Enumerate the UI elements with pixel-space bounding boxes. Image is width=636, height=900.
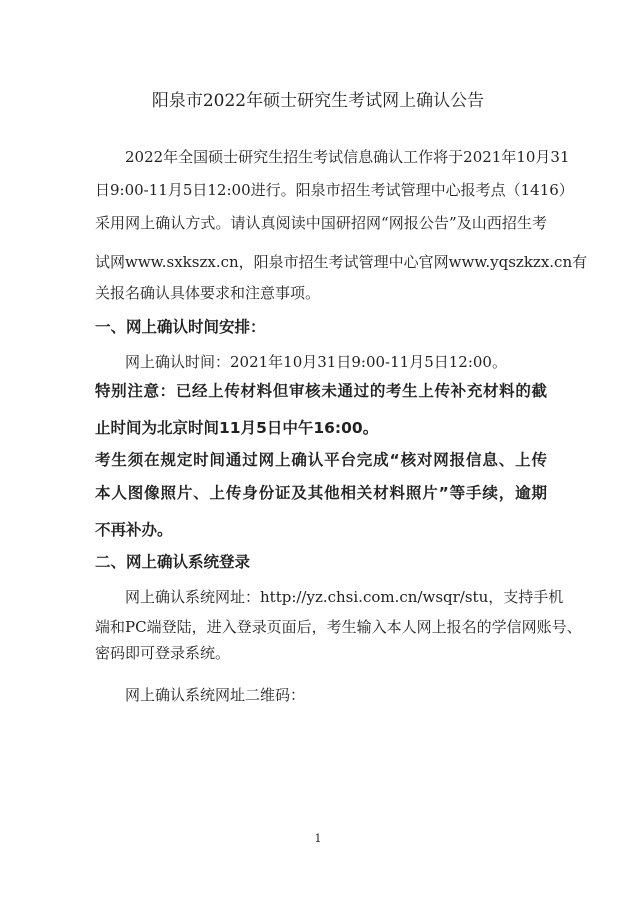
- requirement-line: 考生须在规定时间通过网上确认平台完成“核对网报信息、上传: [95, 451, 547, 469]
- notice-line: 特别注意：已经上传材料但审核未通过的考生上传补充材料的截: [95, 382, 547, 400]
- confirm-time: 网上确认时间：2021年10月31日9:00-11月5日12:00。: [125, 353, 507, 371]
- notice-line: 止时间为北京时间11月5日中午16:00。: [95, 419, 379, 437]
- intro-line: 采用网上确认方式。请认真阅读中国研招网“网报公告”及山西招生考: [95, 214, 547, 232]
- intro-line: 关报名确认具体要求和注意事项。: [95, 284, 321, 302]
- page-title: 阳泉市2022年硕士研究生考试网上确认公告: [151, 91, 485, 111]
- intro-line: 日9:00-11月5日12:00进行。阳泉市招生考试管理中心报考点（1416）: [95, 181, 574, 199]
- login-line: 网上确认系统网址：http://yz.chsi.com.cn/wsqr/stu，支持手机: [125, 588, 564, 606]
- page-number: 1: [314, 832, 322, 845]
- section1-heading: 一、网上确认时间安排：: [95, 318, 266, 336]
- requirement-line: 不再补办。: [95, 521, 173, 539]
- login-line: 端和PC端登陆，进入登录页面后，考生输入本人网上报名的学信网账号、: [95, 618, 582, 636]
- intro-line: 试网www.sxkszx.cn，阳泉市招生考试管理中心官网www.yqszkzx.cn有: [95, 253, 588, 271]
- login-line: 密码即可登录系统。: [95, 644, 231, 662]
- qr-label: 网上确认系统网址二维码：: [125, 686, 306, 704]
- intro-line: 2022年全国硕士研究生招生考试信息确认工作将于2021年10月31: [125, 148, 570, 166]
- section2-heading: 二、网上确认系统登录: [95, 553, 251, 571]
- requirement-line: 本人图像照片、上传身份证及其他相关材料照片”等手续，逾期: [95, 484, 547, 502]
